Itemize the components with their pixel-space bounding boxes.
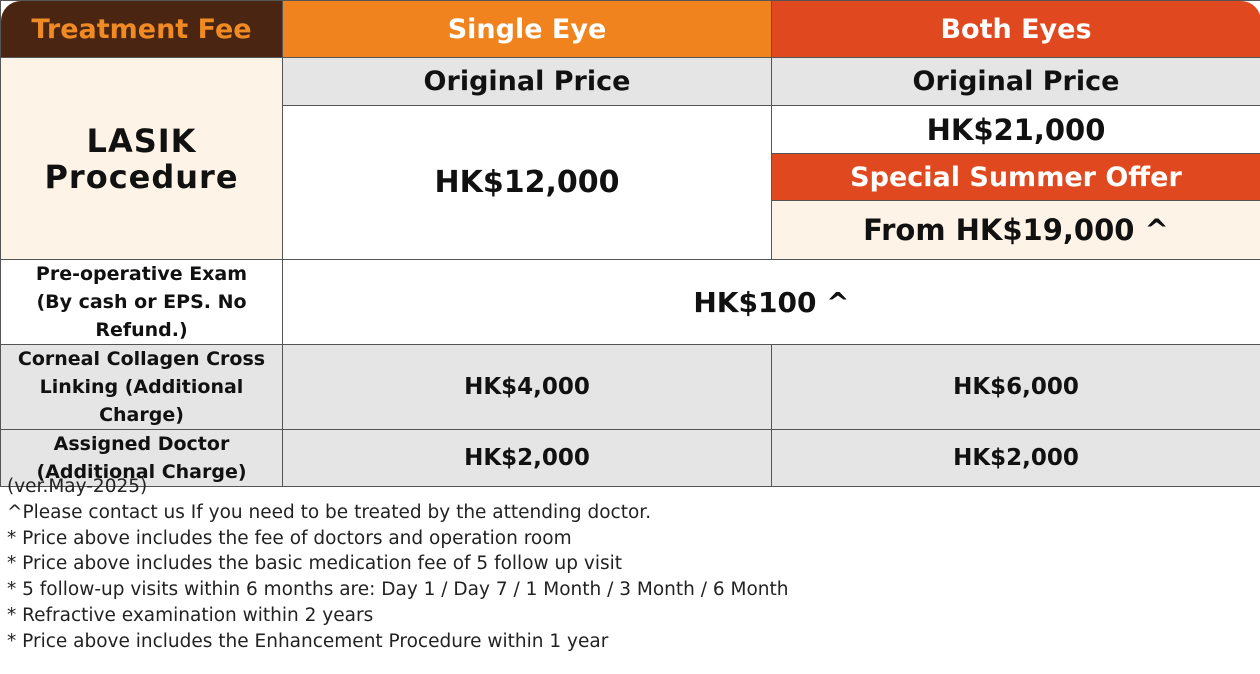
note-version: (ver.May-2025): [7, 476, 148, 497]
note-attending-doctor: ^Please contact us If you need to be treated by the attending doctor.: [7, 501, 652, 523]
lasik-label-line1: LASIK: [86, 121, 197, 160]
doctor-label-line2: (Additional Charge): [36, 461, 247, 483]
special-offer-label: Special Summer Offer: [772, 154, 1260, 201]
pre-op-label-line2: (By cash or EPS. No Refund.): [36, 291, 247, 341]
note-medication-fee: * Price above includes the basic medication fee of 5 follow up visit: [7, 553, 622, 575]
lasik-label-line2: Procedure: [44, 157, 239, 196]
both-eyes-price: HK$21,000: [772, 106, 1260, 154]
doctor-both-price: HK$2,000: [772, 430, 1260, 487]
note-follow-up-visits: * 5 follow-up visits within 6 months are: Day 1 / Day 7 / 1 Month / 3 Month / 6 Month: [7, 579, 789, 601]
pre-op-price: HK$100 ^: [283, 260, 1260, 345]
ccl-label-line1: Corneal Collagen Cross: [17, 348, 266, 370]
header-treatment-fee: Treatment Fee: [1, 1, 283, 58]
note-refractive-exam: * Refractive examination within 2 years: [7, 604, 374, 626]
single-eye-price: HK$12,000: [283, 106, 772, 260]
note-doctor-fee: * Price above includes the fee of doctors and operation room: [7, 527, 572, 549]
pre-op-label-line1: Pre-operative Exam: [35, 263, 248, 285]
lasik-row-1: [1, 58, 1260, 106]
ccl-row: [1, 345, 1260, 430]
header-single-eye: Single Eye: [283, 1, 772, 58]
header-row: [1, 1, 1260, 58]
footnotes: [7, 474, 1247, 655]
doctor-label-line1: Assigned Doctor: [53, 433, 230, 455]
single-original-price-label: Original Price: [283, 58, 772, 106]
pre-op-row: [1, 260, 1260, 345]
ccl-label-line2: Linking (Additional Charge): [39, 376, 244, 426]
pre-op-label: [1, 260, 283, 345]
doctor-single-price: HK$2,000: [283, 430, 772, 487]
lasik-procedure-label: [1, 58, 283, 260]
ccl-single-price: HK$4,000: [283, 345, 772, 430]
ccl-label: [1, 345, 283, 430]
note-enhancement: * Price above includes the Enhancement Procedure within 1 year: [7, 630, 609, 652]
ccl-both-price: HK$6,000: [772, 345, 1260, 430]
special-offer-price: From HK$19,000 ^: [772, 201, 1260, 260]
both-original-price-label: Original Price: [772, 58, 1260, 106]
header-both-eyes: Both Eyes: [772, 1, 1260, 58]
